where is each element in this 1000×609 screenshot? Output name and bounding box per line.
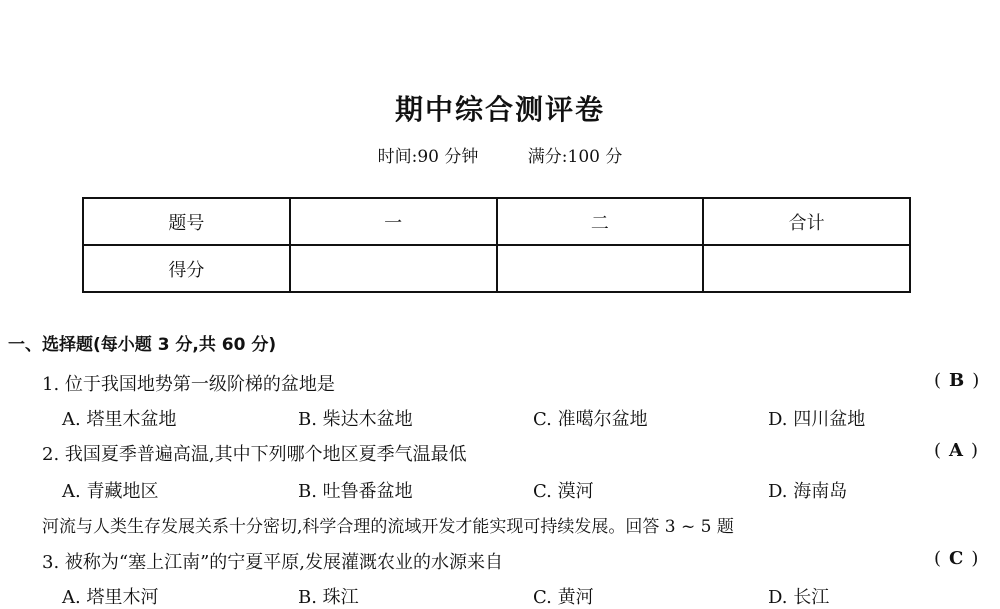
option: C. 准噶尔盆地 [533,409,648,430]
option: B. 珠江 [298,587,359,608]
score-table-cell: 得分 [83,245,290,292]
option: A. 塔里木河 [62,587,159,608]
question-stem: 1. 位于我国地势第一级阶梯的盆地是 [42,374,335,395]
exam-info [0,142,1000,167]
score-table-cell: 题号 [83,198,290,245]
option: D. 海南岛 [768,481,848,502]
option: B. 柴达木盆地 [298,409,413,430]
score-table-cell: 合计 [703,198,910,245]
answer-bracket: ( A ) [934,440,979,461]
option: C. 黄河 [533,587,594,608]
score-table-cell: 二 [497,198,704,245]
question-stem: 2. 我国夏季普遍高温,其中下列哪个地区夏季气温最低 [42,444,467,465]
answer-bracket: ( B ) [934,370,980,391]
section-heading: 一、选择题(每小题 3 分,共 60 分) [8,335,277,355]
score-table-empty-cell [497,245,704,292]
option: A. 青藏地区 [62,481,159,502]
answer-letter: C [949,548,964,569]
answer-letter: A [949,440,963,461]
score-table-score-row [83,245,910,292]
question-stem: 3. 被称为“塞上江南”的宁夏平原,发展灌溉农业的水源来自 [42,552,504,573]
option: D. 长江 [768,587,830,608]
score-table-empty-cell [290,245,497,292]
answer-letter: B [949,370,965,391]
answer-bracket: ( C ) [934,548,979,569]
option: B. 吐鲁番盆地 [298,481,413,502]
option: C. 漠河 [533,481,594,502]
score-table-cell: 一 [290,198,497,245]
reading-passage: 河流与人类生存发展关系十分密切,科学合理的流域开发才能实现可持续发展。回答 3 ~ 5 题 [42,517,734,537]
score-table [82,197,911,293]
exam-full-score: 满分:100 分 [527,147,623,167]
option: D. 四川盆地 [768,409,866,430]
score-table-empty-cell [703,245,910,292]
option: A. 塔里木盆地 [62,409,177,430]
score-table-header-row [83,198,910,245]
exam-time: 时间:90 分钟 [377,147,479,167]
exam-title: 期中综合测评卷 [394,93,605,126]
